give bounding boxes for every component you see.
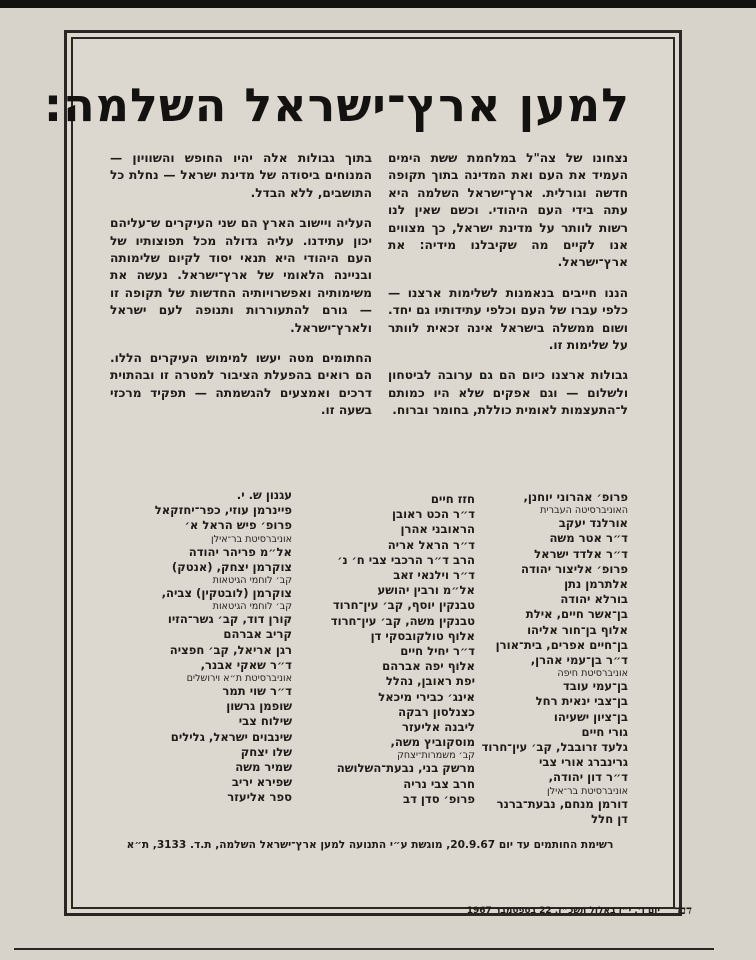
signatory-name: שילוח צבי bbox=[238, 714, 292, 729]
signatory-name: בן־חיים אפרים, בית־אורן bbox=[495, 637, 628, 652]
signatory-name: אורלנד יעקב bbox=[558, 516, 628, 531]
signatory-name: חרב צבי נריה bbox=[403, 776, 475, 791]
signatories-right-list bbox=[481, 490, 628, 827]
signatory-name: ד״ר שאקי אבנר, bbox=[200, 657, 292, 672]
signatory-name: שפירא יריב bbox=[231, 775, 292, 790]
newspaper-masthead: דבר bbox=[674, 903, 692, 917]
signatory-name: בן־עמי עובד bbox=[562, 679, 628, 694]
signatory-affiliation: אוניברסיטת חיפה bbox=[557, 668, 628, 680]
signatory-affiliation: האוניברסיטה העברית bbox=[540, 505, 628, 517]
manifesto-paragraph: החתומים מטה יעשו למימוש העיקרים הללו. הם רואים בהפעלת הציבור למטרה זו ובהתוית דרכים ואמצעים להגשמתה — תפקיד מרכזי בשעה זו. bbox=[110, 351, 372, 418]
signatory-name: גורי חיים bbox=[581, 724, 628, 739]
signatory-name: שופמן גרשון bbox=[226, 699, 292, 714]
signatory-name: פרופ׳ אהרוני יוחנן, bbox=[523, 490, 628, 504]
signatory-name: בן־אשר חיים, אילת bbox=[525, 607, 628, 622]
signatory-name: ד״ר הראל אריה bbox=[387, 537, 475, 552]
signatory-name: ד״ר וילנאי זאב bbox=[393, 568, 475, 583]
signatory-name: מוסקוביץ משה, bbox=[390, 735, 475, 750]
signatory-name: שמיר משה bbox=[235, 760, 292, 775]
signatory-name: אל״מ ורבין יהושע bbox=[377, 583, 475, 598]
signatories-footer-note: רשימת החותמים עד יום 20.9.67, מוגשת ע״י התנועה למען ארץ־ישראל השלמה, ת.ד. 3133, ת״א bbox=[126, 839, 614, 851]
signatory-name: אלוף בן־חור אליהו bbox=[527, 622, 628, 637]
signatory-name: ספר אליעזר bbox=[227, 790, 292, 805]
signatory-name: בן־צבי ינאית רחל bbox=[535, 694, 628, 709]
signatory-name: פיינרמן עוזי, כפר־יחזקאל bbox=[154, 503, 292, 518]
signatory-name: חזז חיים bbox=[430, 492, 475, 506]
signatory-name: ד״ר יחיל חיים bbox=[400, 644, 475, 659]
signatory-name: ד״ר שוי תמר bbox=[222, 684, 292, 699]
signatory-name: קורן דוד, קב׳ גשר־הזיו bbox=[167, 612, 292, 627]
signatory-name: גלעד זרובבל, קב׳ עין־חרוד bbox=[481, 740, 628, 755]
headline: למען ארץ־ישראל השלמה: bbox=[43, 78, 630, 132]
signatory-name: אלוף טולקובסקי דן bbox=[370, 628, 475, 643]
bottom-rule bbox=[14, 948, 714, 950]
signatory-name: קריב אברהם bbox=[223, 627, 292, 642]
signatory-name: רגן אריאל, קב׳ חפציה bbox=[169, 642, 292, 657]
manifesto-paragraph: העליה ויישוב הארץ הם שני העיקרים ש־עליהם יכון עתידנו. עליה גדולה מכל תפוצותיו של העם היהודי היא תנאי יסוד לקיום שלימותה ובניינה הלאומי של ארץ־ישראל. נעשה את משימותיה ואפשרויותיה החדשות של תקופה זו — גורם להתעוררות ותנופה לעם ישראל ולארץ־ישראל. bbox=[110, 216, 372, 335]
signatory-affiliation: אוניברסיטת ת״א וירושלים bbox=[186, 673, 292, 685]
signatory-name: ד״ר הכט ראובן bbox=[392, 507, 475, 522]
manifesto-paragraph: הננו חייבים בנאמנות לשלימות ארצנו — כלפי עברו של העם וכלפי עתידותיו גם יחד. ושום ממשלה בישראל אינה זכאית לוותר על שלימות זו. bbox=[388, 285, 628, 353]
signatory-affiliation: קב׳ משמרות־יצחק bbox=[397, 750, 475, 762]
signatory-name: ד״ר אטר משה bbox=[549, 531, 628, 546]
signatory-name: צוקרמן (לובטקין) צביה, bbox=[161, 586, 292, 601]
signatory-affiliation: אוניברסיטת בר־אילן bbox=[211, 533, 292, 545]
signatory-name: דן חלל bbox=[591, 811, 628, 826]
top-dark-band bbox=[0, 0, 756, 8]
signatory-name: ד״ר בן־עמי אהרן, bbox=[530, 653, 628, 668]
signatory-name: שינבוים ישראל, גלילים bbox=[170, 729, 292, 744]
signatory-name: כצנלסון רבקה bbox=[398, 704, 475, 719]
signatories-middle-list bbox=[330, 492, 475, 807]
signatory-affiliation: קב׳ לוחמי הגיטאות bbox=[212, 601, 292, 613]
signatories-left-list bbox=[120, 488, 292, 806]
signatory-name: שלו יצחק bbox=[240, 744, 292, 759]
signatory-name: בורלא יהודה bbox=[560, 592, 628, 607]
signatory-name: ד״ר דון יהודה, bbox=[548, 770, 628, 785]
signatory-name: אל״מ פריהר יהודה bbox=[188, 544, 292, 559]
signatory-name: צוקרמן יצחק, (אנטק) bbox=[171, 559, 292, 574]
signatory-name: דורמן מנחם, נבעת־ברנר bbox=[496, 796, 628, 811]
signatory-name: ד״ר אלדד ישראל bbox=[534, 546, 628, 561]
manifesto-right-column bbox=[388, 150, 628, 433]
signatory-affiliation: קב׳ לוחמי הגיטאות bbox=[212, 575, 292, 587]
manifesto-paragraph: נצחונו של צה"ל במלחמת ששת הימים העמיד את העם ואת המדינה בתוך תקופה חדשה וגורלית. ארץ־ישראל השלמה היא עתה בידי העם היהודי. וכשם שאין לנו רשות לוותר על מדינת ישראל, כך מצווים אנו לקיים מה שקיבלנו מידיה: את ארץ־ישראל. bbox=[388, 151, 628, 270]
signatory-name: בן־ציון ישעיהו bbox=[553, 709, 628, 724]
signatory-name: פרופ׳ אליצור יהודה bbox=[521, 561, 628, 576]
manifesto-left-column bbox=[110, 150, 372, 433]
signatory-name: עגנון ש. י. bbox=[236, 488, 292, 502]
signatory-name: מרשק בני, נבעת־השלושה bbox=[336, 761, 475, 776]
signatory-name: אלתרמן נתן bbox=[564, 577, 628, 592]
signatory-name: יפת ראובן, נהלל bbox=[385, 674, 475, 689]
signatory-name: אינג׳ כבירי מיכאל bbox=[378, 689, 475, 704]
manifesto-paragraph: בתוך גבולות אלה יהיו החופש והשוויון — המנוחים ביסודה של מדינת ישראל — נחלת כל התושבים, ללא הבדל. bbox=[110, 151, 372, 200]
signatory-name: פרופ׳ סדן דב bbox=[403, 791, 475, 806]
signatory-name: גרינברג אורי צבי bbox=[539, 755, 628, 770]
signatory-name: הראובני אהרן bbox=[400, 522, 475, 537]
signatory-name: הרב ד״ר הרכבי צבי ח׳ נ׳ bbox=[337, 552, 475, 567]
signatory-name: טבנקין משה, קב׳ עין־חרוד bbox=[330, 613, 475, 628]
signatory-name: ליבנה אליעזר bbox=[402, 720, 475, 735]
manifesto-paragraph: גבולות ארצנו כיום הם גם ערובה לביטחון ולשלום — וגם אפקים שלא היו כמותם ל־התעצמות לאומית כוללת, בחומר וברוח. bbox=[388, 368, 628, 418]
signatory-name: טבנקין יוסף, קב׳ עין־חרוד bbox=[332, 598, 475, 613]
newspaper-dateline: יום ו׳, י״ז באלול תשכ״ז, 22 בספטמבר 1967 bbox=[466, 906, 660, 916]
signatory-name: פרופ׳ פיש הראל א׳ bbox=[184, 518, 292, 533]
signatory-name: אלוף יפה אברהם bbox=[382, 659, 475, 674]
signatory-affiliation: אוניברסיטת בר־אילן bbox=[547, 785, 628, 797]
